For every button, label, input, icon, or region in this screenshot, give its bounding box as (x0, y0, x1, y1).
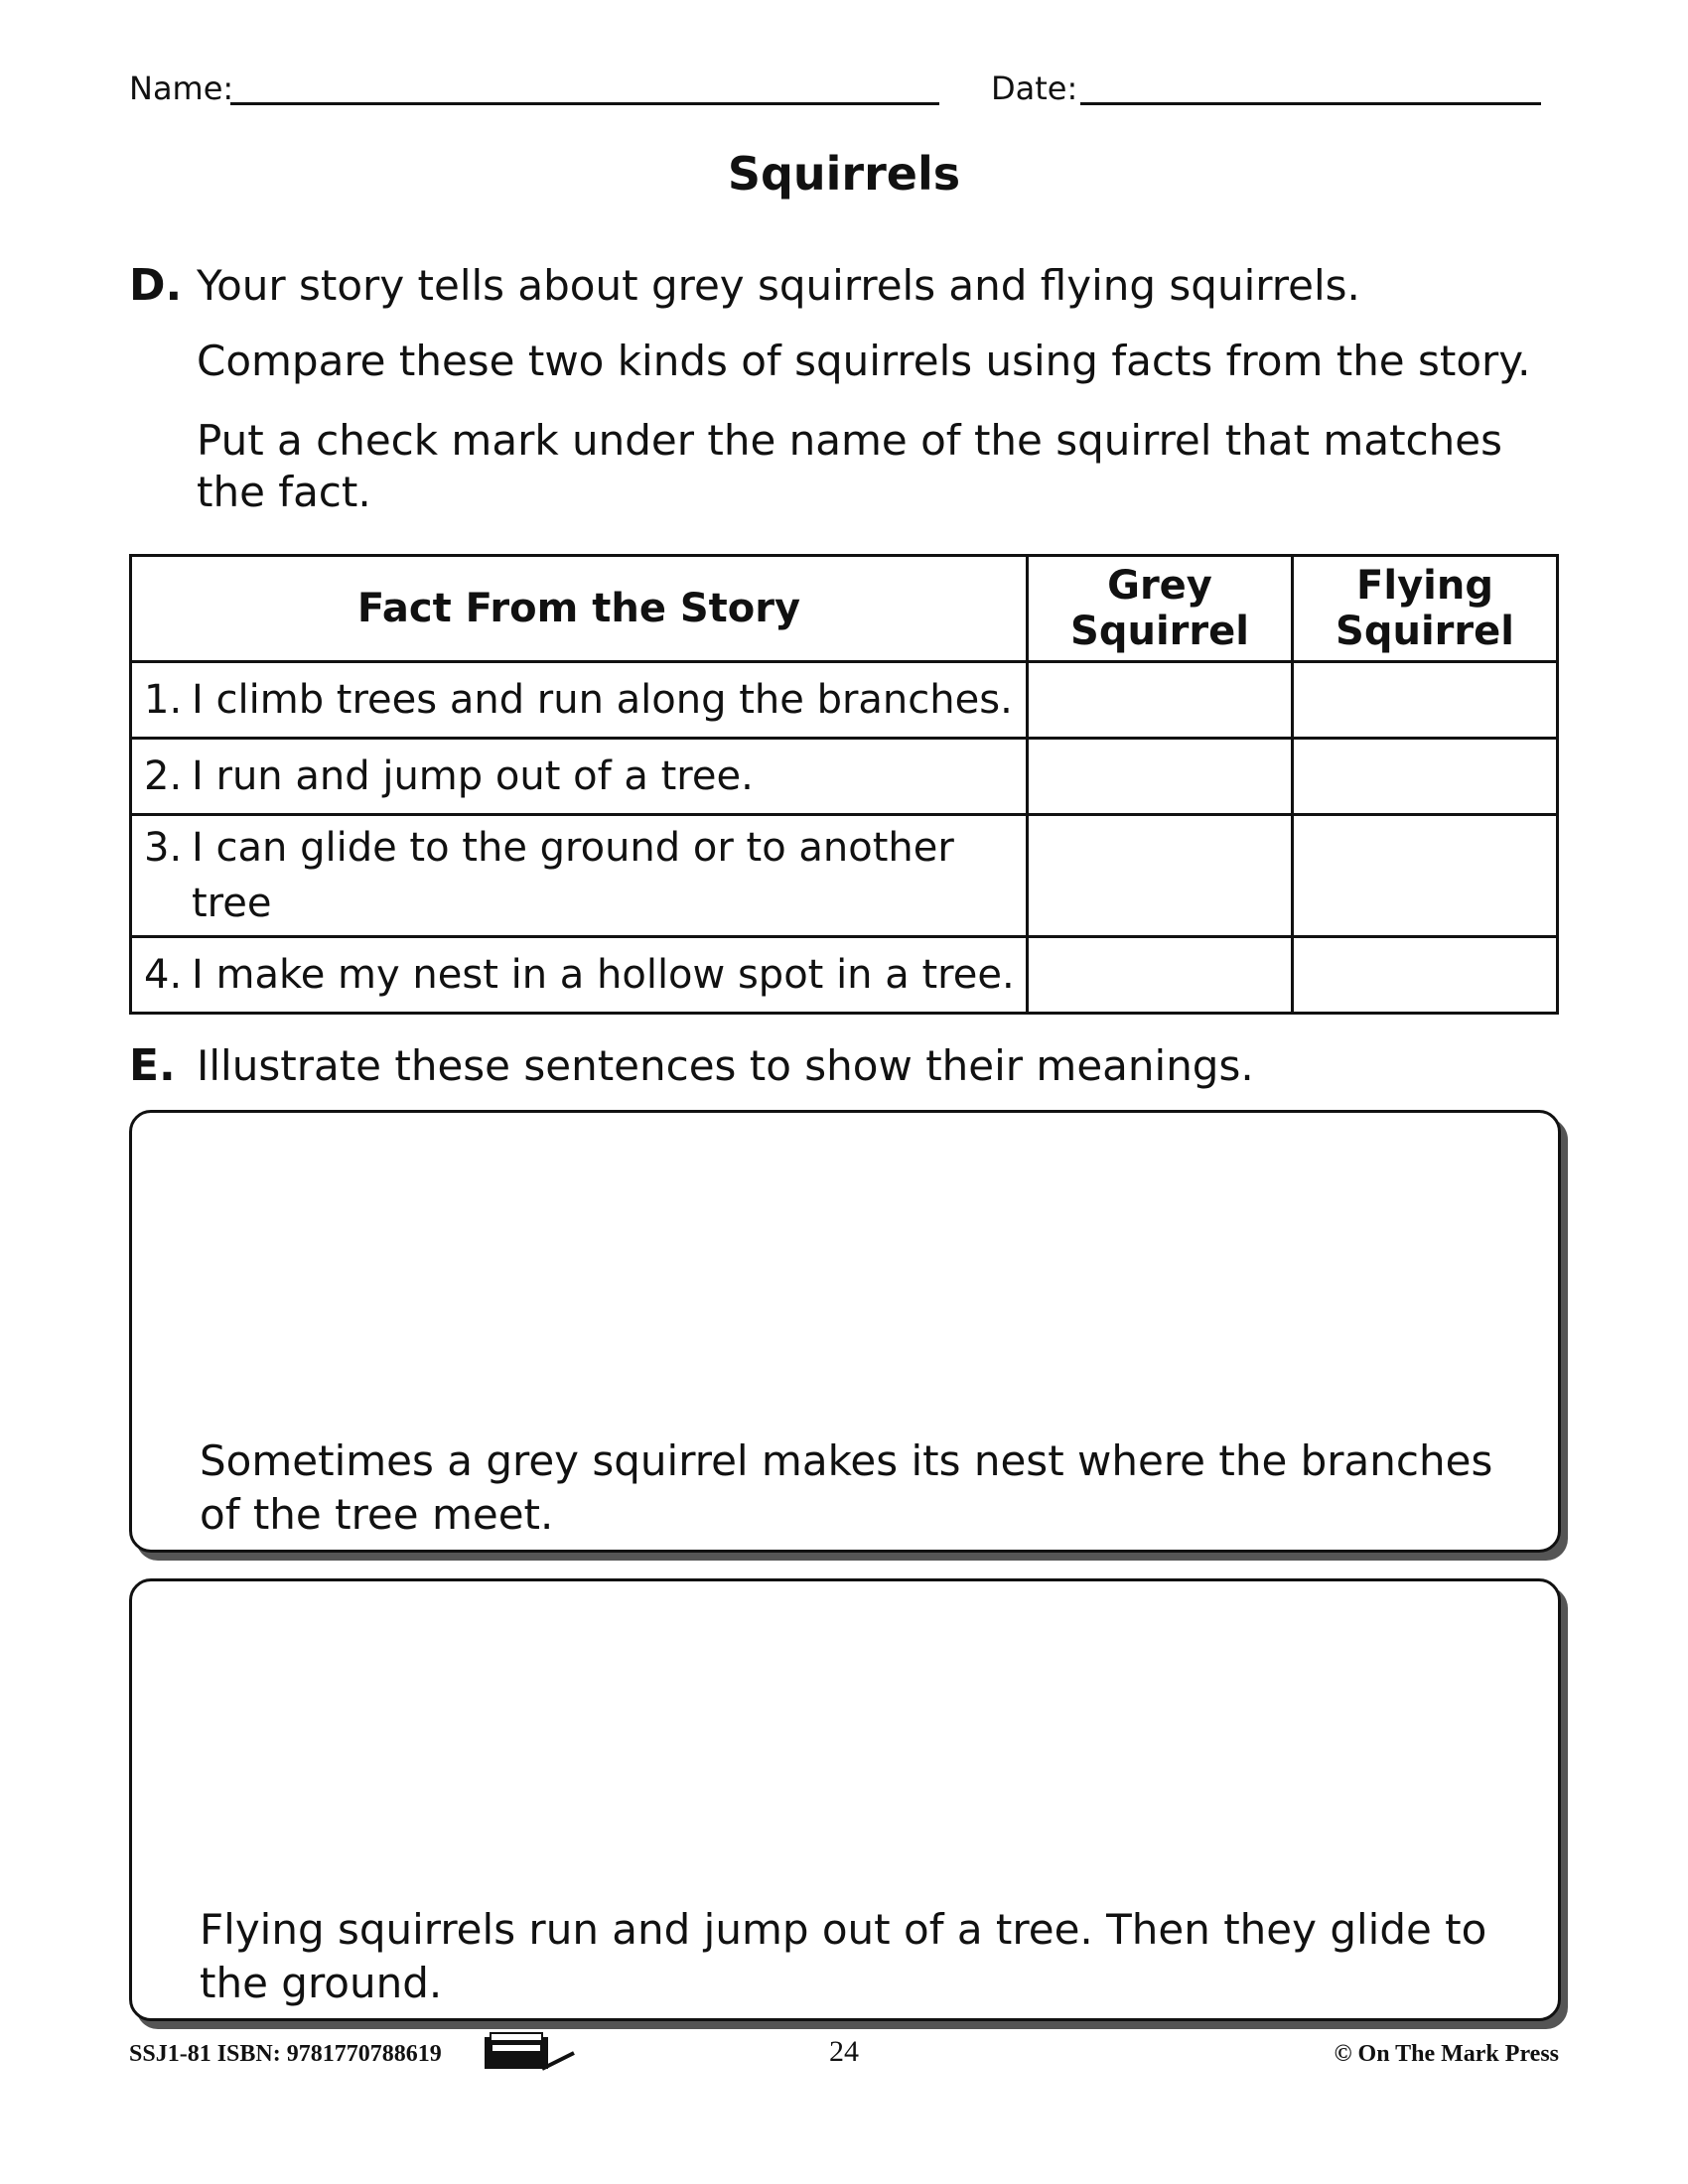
fact-number: 1. (144, 677, 183, 723)
grey-check-cell[interactable] (1028, 739, 1293, 815)
publisher-credit: © On The Mark Press (1334, 2041, 1559, 2067)
fact-cell (131, 815, 1028, 937)
section-d-letter: D. (129, 260, 183, 311)
fact-cell (131, 937, 1028, 1014)
table-row (131, 739, 1558, 815)
fact-number: 3. (144, 825, 183, 871)
table-row (131, 815, 1558, 937)
fact-number: 4. (144, 952, 183, 998)
section-e-instruction: Illustrate these sentences to show their meanings. (197, 1041, 1254, 1090)
illustration-box-2[interactable] (129, 1578, 1561, 2021)
section-d-line-3: Put a check mark under the name of the squirrel that matches the fact. (197, 416, 1502, 516)
fact-text: I climb trees and run along the branches. (192, 677, 1013, 723)
table-row (131, 937, 1558, 1014)
fact-text-continued: tree (192, 881, 272, 926)
section-d-line-1: Your story tells about grey squirrels and flying squirrels. (197, 261, 1360, 310)
grey-check-cell[interactable] (1028, 937, 1293, 1014)
col-header-flying: Flying Squirrel (1293, 556, 1558, 662)
page-number: 24 (829, 2035, 859, 2068)
col-header-fact: Fact From the Story (131, 556, 1028, 662)
table-row (131, 662, 1558, 739)
fact-text: I can glide to the ground or to another (192, 825, 954, 871)
flying-check-cell[interactable] (1293, 937, 1558, 1014)
section-e-letter: E. (129, 1040, 176, 1091)
facts-table (129, 554, 1559, 1015)
fact-cell (131, 739, 1028, 815)
flying-check-cell[interactable] (1293, 662, 1558, 739)
footer-code: SSJ1-81 ISBN: 9781770788619 (129, 2041, 442, 2067)
fact-cell (131, 662, 1028, 739)
grey-check-cell[interactable] (1028, 815, 1293, 937)
col-header-grey: Grey Squirrel (1028, 556, 1293, 662)
illustration-sentence-1: Sometimes a grey squirrel makes its nest where the branches of the tree meet. (200, 1436, 1493, 1539)
fact-text: I make my nest in a hollow spot in a tree. (192, 952, 1015, 998)
section-d-line-2: Compare these two kinds of squirrels using facts from the story. (197, 337, 1531, 385)
name-label: Name: (129, 69, 234, 107)
flying-check-cell[interactable] (1293, 815, 1558, 937)
date-field[interactable] (1080, 102, 1541, 105)
fact-text: I run and jump out of a tree. (192, 753, 754, 799)
grey-check-cell[interactable] (1028, 662, 1293, 739)
name-field[interactable] (230, 102, 939, 105)
illustration-box-1[interactable] (129, 1110, 1561, 1553)
illustration-sentence-2: Flying squirrels run and jump out of a tree. Then they glide to the ground. (200, 1905, 1487, 2007)
page-title: Squirrels (727, 147, 961, 201)
date-label: Date: (991, 69, 1078, 107)
flying-check-cell[interactable] (1293, 739, 1558, 815)
table-header-row (131, 556, 1558, 662)
fact-number: 2. (144, 753, 183, 799)
